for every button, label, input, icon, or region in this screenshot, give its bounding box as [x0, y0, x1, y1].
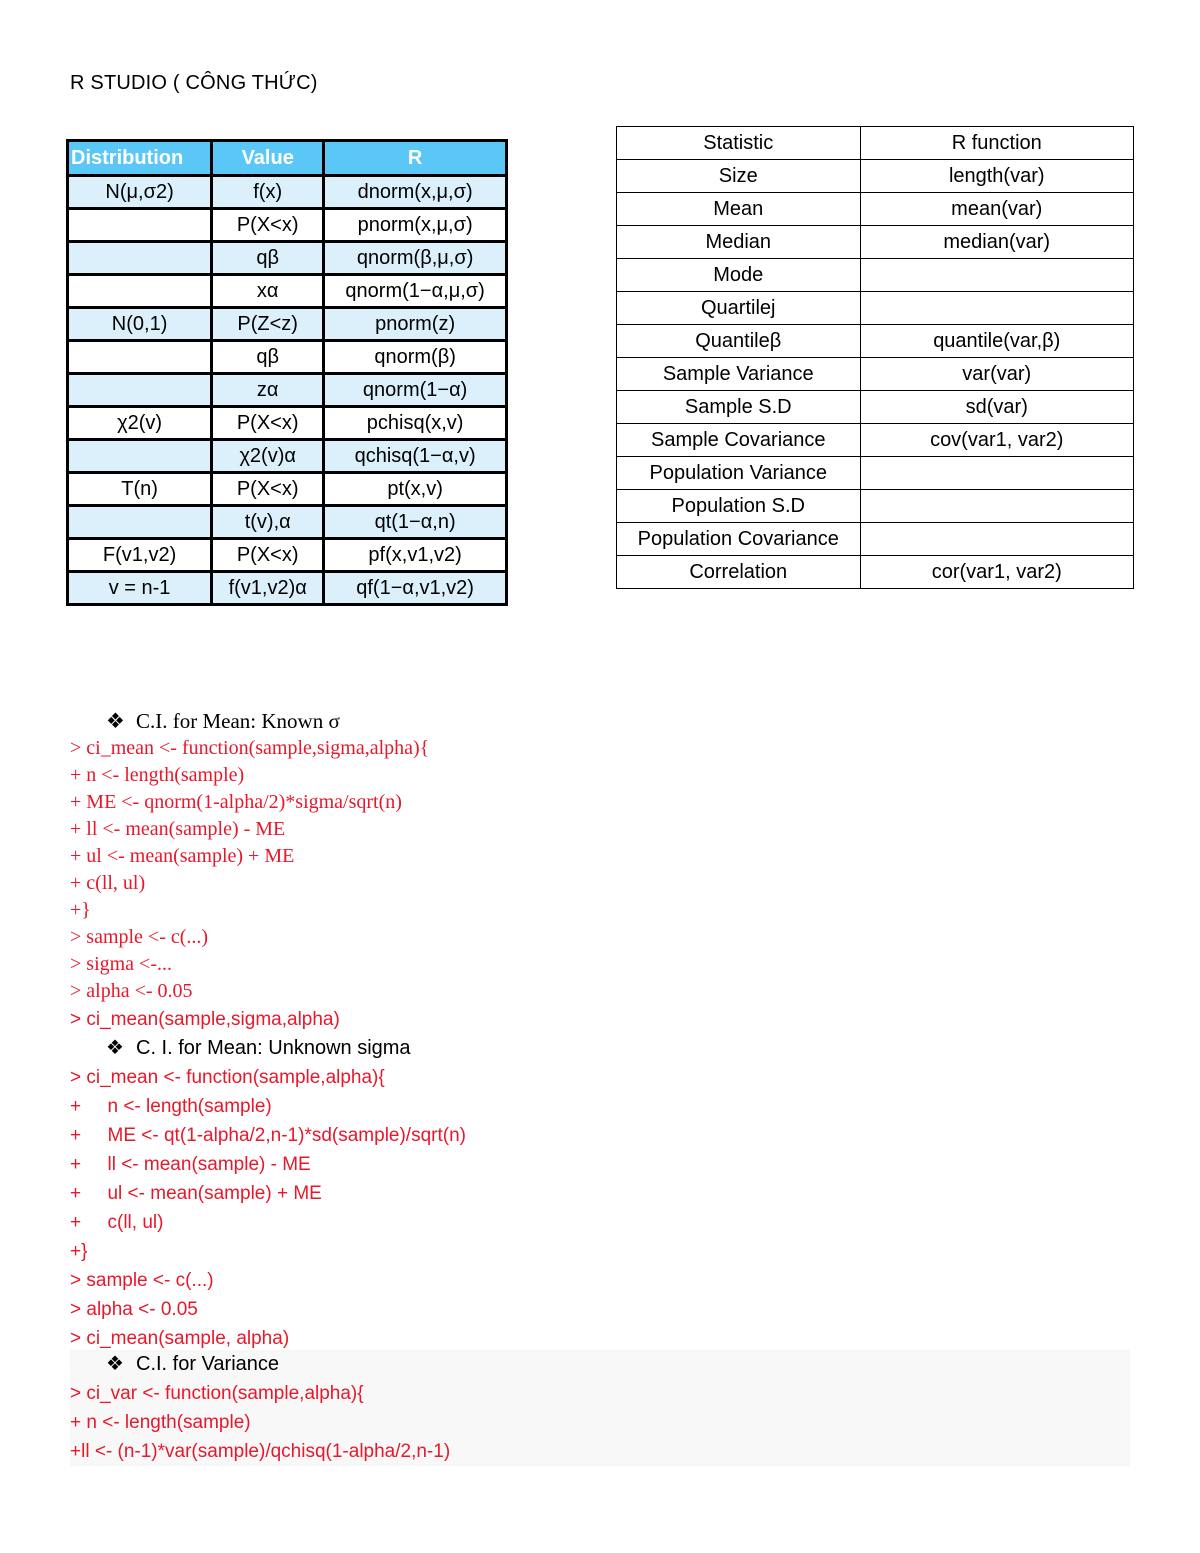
- value-cell: P(X<x): [212, 209, 324, 242]
- statistic-cell: Mode: [617, 259, 861, 292]
- distribution-cell: χ2(v): [68, 407, 212, 440]
- distribution-cell: [68, 275, 212, 308]
- r-function-cell: cor(var1, var2): [860, 556, 1134, 589]
- r-cell: pt(x,v): [324, 473, 507, 506]
- table-row: [617, 556, 1134, 589]
- statistic-cell: Sample Variance: [617, 358, 861, 391]
- page-title: R STUDIO ( CÔNG THỨC): [70, 72, 318, 94]
- distribution-table: [66, 139, 508, 606]
- code-line: > sample <- c(...): [70, 926, 209, 948]
- r-cell: qt(1−α,n): [324, 506, 507, 539]
- statistic-cell: Mean: [617, 193, 861, 226]
- r-cell: pnorm(z): [324, 308, 507, 341]
- distribution-cell: [68, 374, 212, 407]
- r-function-cell: length(var): [860, 160, 1134, 193]
- table-row: [68, 374, 507, 407]
- table-row: [617, 424, 1134, 457]
- code-line: + ul <- mean(sample) + ME: [70, 1183, 322, 1204]
- r-function-cell: var(var): [860, 358, 1134, 391]
- code-line: + ll <- mean(sample) - ME: [70, 1154, 311, 1175]
- unknown-sigma-title: C. I. for Mean: Unknown sigma: [136, 1037, 411, 1059]
- variance-heading: [70, 1350, 1130, 1379]
- statistic-table: [616, 126, 1134, 589]
- code-line: + c(ll, ul): [70, 872, 146, 894]
- code-line: +}: [70, 899, 91, 921]
- table-row: [68, 209, 507, 242]
- distribution-cell: N(μ,σ2): [68, 176, 212, 209]
- diamond-bullet-icon: ❖: [106, 1353, 124, 1375]
- known-sigma-section: [70, 708, 1130, 1034]
- table-row: [617, 160, 1134, 193]
- value-cell: χ2(v)α: [212, 440, 324, 473]
- r-cell: qnorm(β,μ,σ): [324, 242, 507, 275]
- table-row: [68, 308, 507, 341]
- known-sigma-code: [70, 735, 1130, 1005]
- diamond-bullet-icon: ❖: [106, 709, 125, 733]
- distribution-cell: [68, 506, 212, 539]
- distribution-cell: T(n): [68, 473, 212, 506]
- code-line: + n <- length(sample): [70, 1412, 251, 1433]
- r-cell: pnorm(x,μ,σ): [324, 209, 507, 242]
- r-cell: pf(x,v1,v2): [324, 539, 507, 572]
- statistic-cell: Correlation: [617, 556, 861, 589]
- table-row: [68, 473, 507, 506]
- r-function-cell: [860, 490, 1134, 523]
- r-cell: pchisq(x,v): [324, 407, 507, 440]
- table-row: [617, 292, 1134, 325]
- r-cell: qnorm(β): [324, 341, 507, 374]
- table-row: [68, 407, 507, 440]
- code-line: > ci_var <- function(sample,alpha){: [70, 1383, 364, 1404]
- code-line: > ci_mean(sample, alpha): [70, 1328, 290, 1349]
- table-row: [617, 490, 1134, 523]
- value-cell: t(v),α: [212, 506, 324, 539]
- r-function-cell: median(var): [860, 226, 1134, 259]
- unknown-sigma-code: [70, 1063, 1130, 1353]
- statistic-cell: Median: [617, 226, 861, 259]
- code-line: + ME <- qnorm(1-alpha/2)*sigma/sqrt(n): [70, 791, 402, 813]
- r-cell: qnorm(1−α,μ,σ): [324, 275, 507, 308]
- header-value: Value: [212, 141, 324, 176]
- code-line: + ll <- mean(sample) - ME: [70, 818, 286, 840]
- statistic-cell: Sample S.D: [617, 391, 861, 424]
- table-row: [617, 259, 1134, 292]
- header-r: R: [324, 141, 507, 176]
- value-cell: P(X<x): [212, 539, 324, 572]
- r-function-cell: [860, 457, 1134, 490]
- known-sigma-heading: [70, 708, 1130, 735]
- table-row: [617, 226, 1134, 259]
- known-sigma-call: > ci_mean(sample,sigma,alpha): [70, 1009, 340, 1030]
- table-row: [68, 539, 507, 572]
- value-cell: P(X<x): [212, 473, 324, 506]
- distribution-cell: [68, 209, 212, 242]
- distribution-cell: N(0,1): [68, 308, 212, 341]
- code-line: + n <- length(sample): [70, 764, 245, 786]
- statistic-cell: Population Variance: [617, 457, 861, 490]
- value-cell: P(Z<z): [212, 308, 324, 341]
- value-cell: P(X<x): [212, 407, 324, 440]
- value-cell: qβ: [212, 341, 324, 374]
- table-row: [617, 523, 1134, 556]
- r-function-cell: [860, 259, 1134, 292]
- distribution-cell: v = n-1: [68, 572, 212, 605]
- value-cell: xα: [212, 275, 324, 308]
- code-line: +}: [70, 1241, 88, 1262]
- statistic-cell: Quantileβ: [617, 325, 861, 358]
- distribution-cell: [68, 341, 212, 374]
- table-row: [68, 275, 507, 308]
- header-distribution: Distribution: [68, 141, 212, 176]
- variance-code: [70, 1379, 1130, 1466]
- code-line: + ME <- qt(1-alpha/2,n-1)*sd(sample)/sqrt(n): [70, 1125, 466, 1146]
- value-cell: f(v1,v2)α: [212, 572, 324, 605]
- table-row: [68, 176, 507, 209]
- r-function-cell: [860, 292, 1134, 325]
- r-function-cell: cov(var1, var2): [860, 424, 1134, 457]
- table-row: [68, 440, 507, 473]
- statistic-cell: Quartilej: [617, 292, 861, 325]
- value-cell: zα: [212, 374, 324, 407]
- statistic-cell: Size: [617, 160, 861, 193]
- statistic-table-header: [617, 127, 1134, 160]
- diamond-bullet-icon: ❖: [106, 1037, 124, 1059]
- r-cell: dnorm(x,μ,σ): [324, 176, 507, 209]
- r-cell: qnorm(1−α): [324, 374, 507, 407]
- distribution-table-header: [68, 141, 507, 176]
- code-line: > alpha <- 0.05: [70, 980, 193, 1002]
- table-row: [617, 193, 1134, 226]
- r-function-cell: mean(var): [860, 193, 1134, 226]
- header-statistic: Statistic: [617, 127, 861, 160]
- table-row: [68, 572, 507, 605]
- distribution-cell: [68, 242, 212, 275]
- statistic-cell: Population Covariance: [617, 523, 861, 556]
- code-line: + ul <- mean(sample) + ME: [70, 845, 295, 867]
- value-cell: f(x): [212, 176, 324, 209]
- variance-section: [70, 1350, 1130, 1466]
- code-line: + c(ll, ul): [70, 1212, 164, 1233]
- table-row: [617, 457, 1134, 490]
- code-line: > alpha <- 0.05: [70, 1299, 198, 1320]
- table-row: [68, 242, 507, 275]
- value-cell: qβ: [212, 242, 324, 275]
- r-function-cell: [860, 523, 1134, 556]
- unknown-sigma-section: [70, 1034, 1130, 1353]
- unknown-sigma-heading: [70, 1034, 1130, 1063]
- table-row: [68, 506, 507, 539]
- r-cell: qf(1−α,v1,v2): [324, 572, 507, 605]
- table-row: [617, 325, 1134, 358]
- table-row: [617, 358, 1134, 391]
- code-line: > sample <- c(...): [70, 1270, 214, 1291]
- table-row: [617, 391, 1134, 424]
- code-line: > ci_mean <- function(sample,alpha){: [70, 1067, 385, 1088]
- distribution-cell: F(v1,v2): [68, 539, 212, 572]
- table-row: [68, 341, 507, 374]
- variance-title: C.I. for Variance: [136, 1353, 280, 1375]
- r-function-cell: quantile(var,β): [860, 325, 1134, 358]
- code-line: + n <- length(sample): [70, 1096, 272, 1117]
- distribution-cell: [68, 440, 212, 473]
- known-sigma-title: C.I. for Mean: Known σ: [136, 709, 340, 733]
- statistic-cell: Population S.D: [617, 490, 861, 523]
- statistic-cell: Sample Covariance: [617, 424, 861, 457]
- r-cell: qchisq(1−α,v): [324, 440, 507, 473]
- code-line: > ci_mean <- function(sample,sigma,alpha){: [70, 737, 430, 759]
- code-line: +ll <- (n-1)*var(sample)/qchisq(1-alpha/2,n-1): [70, 1441, 451, 1462]
- code-line: > sigma <-...: [70, 953, 172, 975]
- header-r-function: R function: [860, 127, 1134, 160]
- r-function-cell: sd(var): [860, 391, 1134, 424]
